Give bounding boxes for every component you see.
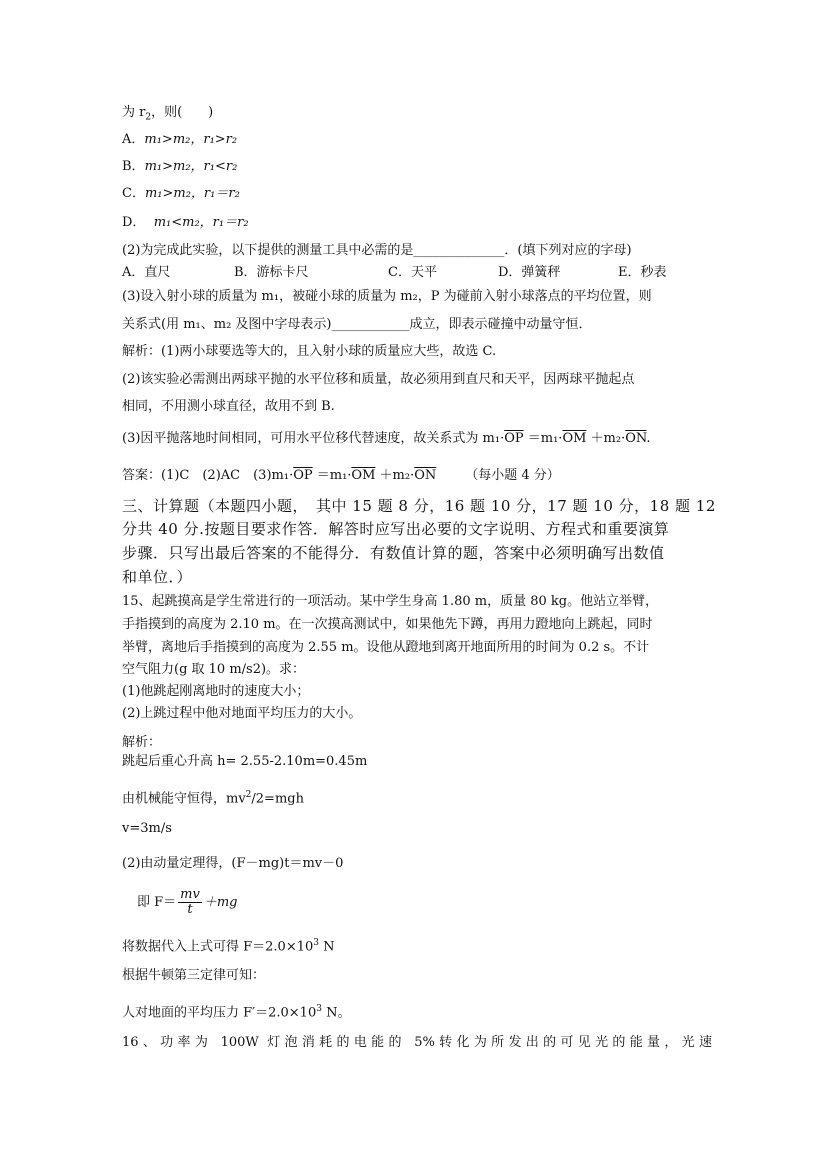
solution-step-7: 根据牛顿第三定律可知： <box>122 968 266 983</box>
q15-line-4: 空气阻力(g 取 10 m/s2)。求： <box>122 662 306 677</box>
q14-intro: 为 $r_2$，则( ) <box>122 105 214 123</box>
question-3-line-1: (3)设入射小球的质量为 m₁，被碰小球的质量为 m₂，P 为碰前入射小球落点的平均位置，则 <box>122 289 652 304</box>
q15-line-1: 15、起跳摸高是学生常进行的一项活动。某中学生身高 1.80 m，质量 80 kg。他站立举臂， <box>122 594 659 609</box>
tool-a: A．直尺 <box>122 265 171 280</box>
option-c: C．m₁>m₂，r₁＝r₂ <box>122 186 240 201</box>
solution-label: 解析： <box>122 735 162 750</box>
solution-step-1: 跳起后重心升高 h= 2.55-2.10m=0.45m <box>122 754 368 769</box>
analysis-2-line-2: 相同，不用测小球直径，故用不到 B. <box>122 399 335 414</box>
q15-sub-2: (2)上跳过程中他对地面平均压力的大小。 <box>122 706 362 721</box>
analysis-2-line-1: (2)该实验必需测出两球平抛的水平位移和质量，故必须用到直尺和天平，因两球平抛起点 <box>122 372 635 387</box>
section-heading-line-1: 三、计算题（本题四小题， 其中 15 题 8 分，16 题 10 分，17 题 10 分，18 题 12 <box>122 497 716 515</box>
question-3-line-2: 关系式(用 m₁、m₂ 及图中字母表示)____________成立，即表示碰撞中动量守恒． <box>122 317 592 332</box>
option-b: B．m₁>m₂，r₁<r₂ <box>122 159 238 174</box>
q15-line-2: 手指摸到的高度为 2.10 m。在一次摸高测试中，如果他先下蹲，再用力蹬地向上跳起，同时 <box>122 617 653 632</box>
solution-step-6: 将数据代入上式可得 $F=2.0\times 10^3$ N <box>122 938 335 955</box>
tool-e: E．秒表 <box>618 265 667 280</box>
tool-b: B．游标卡尺 <box>234 265 309 280</box>
solution-step-4: (2)由动量定理得，(F－mg)t＝mv－0 <box>122 856 344 871</box>
solution-step-5: 即 F＝ $\frac{mv}{t}$ ＋mg <box>137 887 238 917</box>
section-heading-line-2: 分共 40 分.按题目要求作答．解答时应写出必要的文字说明、方程式和重要演算 <box>122 520 670 538</box>
solution-step-2: 由机械能守恒得，$mv^2/2=mgh$ <box>122 790 304 807</box>
question-2: (2)为完成此实验，以下提供的测量工具中必需的是______________．(填下列对应的字母) <box>122 243 632 258</box>
analysis-1: 解析：(1)两小球要选等大的，且入射小球的质量应大些，故选 C. <box>122 344 497 359</box>
q16-line: 16、功率为 100W 灯泡消耗的电能的 5%转化为所发出的可见光的能量，光速 <box>122 1035 712 1050</box>
q15-line-3: 举臂，离地后手指摸到的高度为 2.55 m。设他从蹬地到离开地面所用的时间为 0.2 s。不计 <box>122 640 650 655</box>
fraction: $\frac{mv}{t}$ <box>180 887 200 917</box>
analysis-3: (3)因平抛落地时间相同，可用水平位移代替速度，故关系式为 $m_1\cdot\overline{OP} =m_1\cdot\overline{OM} +m_2\cdot\overline{ON}$. <box>122 431 651 446</box>
section-heading-line-4: 和单位．） <box>122 568 193 586</box>
solution-step-8: 人对地面的平均压力 $F'=2.0\times 10^3$ N。 <box>122 1004 351 1021</box>
solution-step-3: v=3m/s <box>122 821 172 836</box>
tool-c: C．天平 <box>388 265 437 280</box>
answer-line: 答案：(1)C (2)AC $(3)m_1\cdot\overline{OP} =m_1\cdot\overline{OM} +m_2\cdot\overline{ON}$ （每小题 4 分） <box>122 468 560 483</box>
tool-d: D．弹簧秤 <box>498 265 561 280</box>
section-heading-line-3: 步骤．只写出最后答案的不能得分．有数值计算的题，答案中必须明确写出数值 <box>122 544 665 562</box>
q15-sub-1: (1)他跳起刚离地时的速度大小； <box>122 684 310 699</box>
option-a: A．m₁>m₂，r₁>r₂ <box>122 132 238 147</box>
option-d: D． m₁<m₂，r₁＝r₂ <box>122 215 249 230</box>
